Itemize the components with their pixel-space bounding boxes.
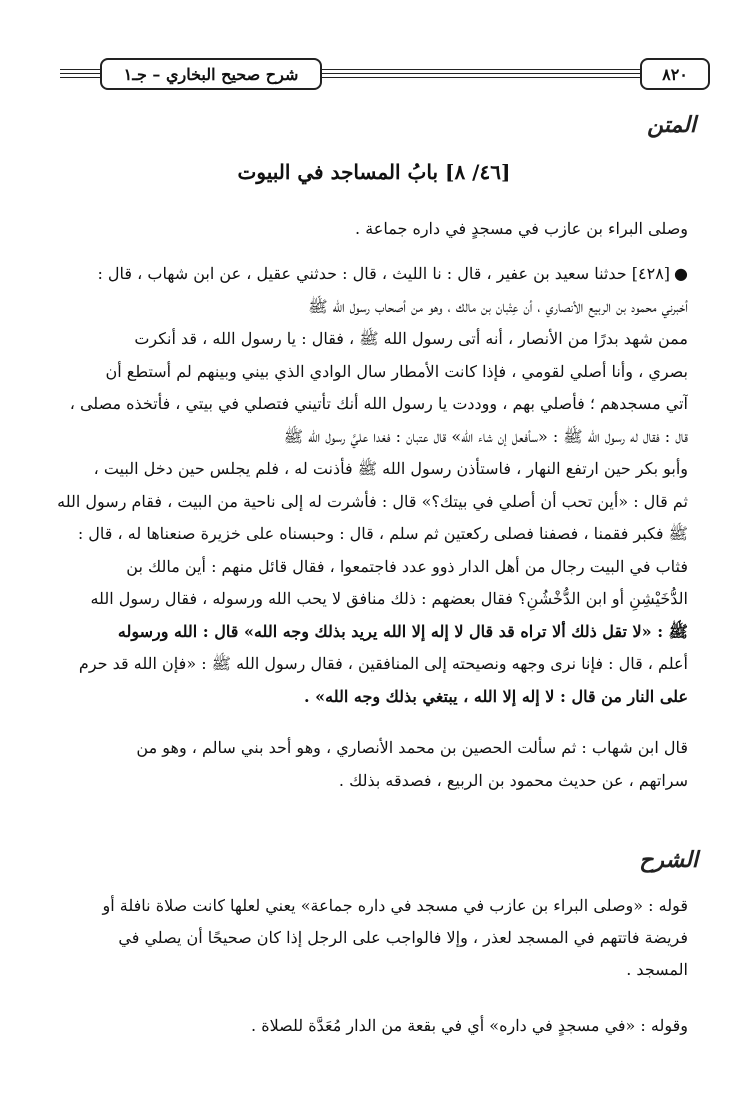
text-line: وأبو بكر حين ارتفع النهار ، فاستأذن رسول الله ﷺ فأذنت له ، فلم يجلس حين دخل البيت ، [93,459,688,478]
text-line: بصري ، وأنا أصلي لقومي ، فإذا كانت الأمطار سال الوادي الذي بيني وبينهم لم أستطع أن [105,361,688,381]
text-line: ●[٤٢٨] حدثنا سعيد بن عفير ، قال : نا الليث ، قال : حدثني عقيل ، عن ابن شهاب ، قال : [97,264,688,283]
page-header [60,52,710,92]
commentary-paragraph [38,890,688,986]
text-line: ﷺ : «لا تقل ذلك ألا تراه قد قال لا إله إلا الله يريد بذلك وجه الله» قال : الله ورسوله [117,621,688,641]
running-title: شرح صحيح البخاري – جـ١ [100,58,322,90]
text-line: قال ابن شهاب : ثم سألت الحصين بن محمد الأنصاري ، وهو أحد بني سالم ، وهو من [136,738,688,757]
text-line: ممن شهد بدرًا من الأنصار ، أنه أتى رسول الله ﷺ ، فقال : يا رسول الله ، قد أنكرت [134,329,688,348]
matn-section-mark: المتن [647,112,696,138]
text-line: على النار من قال : لا إله إلا الله ، يبتغي بذلك وجه الله» . [303,686,688,706]
text-line: أعلم ، قال : فإنا نرى وجهه ونصيحته إلى المنافقين ، فقال رسول الله ﷺ : «فإن الله قد حرم [78,654,688,673]
text-line: الدُّخَيْشِنِ أو ابن الدُّخْشُنِ؟ فقال بعضهم : ذلك منافق لا يحب الله ورسوله ، فقال رسول الله [90,589,688,608]
chapter-heading: [٤٦/ ٨] بابُ المساجد في البيوت [237,160,511,184]
hadith-text [38,258,688,713]
text-line: وقوله : «في مسجدٍ في داره» أي في بقعة من الدار مُعَدَّة للصلاة . [251,1016,688,1035]
text-line: فريضة فاتتهم في المسجد لعذر ، وإلا فالواجب على الرجل إذا كان صحيحًا أن يصلي في [118,928,688,947]
sharh-section-mark: الشرح [639,847,698,873]
text-line: قال : فقال له رسول الله ﷺ : «سأفعل إن شاء الله» قال عتبان : فغدا عليَّ رسول الله ﷺ [283,426,688,446]
text-line: سراتهم ، عن حديث محمود بن الربيع ، فصدقه بذلك . [338,770,688,790]
text-line: وصلى البراء بن عازب في مسجدٍ في داره جماعة . [355,219,688,238]
text-line: أخبرني محمود بن الربيع الأنصاري ، أن عِتْبان بن مالك ، وهو من أصحاب رسول الله ﷺ [308,296,688,316]
text-line: فثاب في البيت رجال من أهل الدار ذوو عدد فاجتمعوا ، فقال قائل منهم : أين مالك بن [126,556,688,576]
bullet-marker: ● [674,264,688,283]
commentary-paragraph [38,1010,688,1043]
text-line: ﷺ فكبر فقمنا ، فصفنا فصلى ركعتين ثم سلم ، قال : وحبسناه على خزيرة صنعناها له ، قال : [77,524,688,543]
page-number: ٨٢٠ [640,58,710,90]
text-line: ثم قال : «أين تحب أن أصلي في بيتك؟» قال : فأشرت له إلى ناحية من البيت ، فقام رسول الله [57,491,688,511]
text-line: قوله : «وصلى البراء بن عازب في مسجد في داره جماعة» يعني لعلها كانت صلاة نافلة أو [102,896,688,915]
text-line: آتي مسجدهم ؛ فأصلي بهم ، ووددت يا رسول الله أنك تأتيني فتصلي في بيتي ، فأتخذه مصلى ، [69,394,688,413]
text-line: المسجد . [626,960,688,979]
intro-line [38,213,688,246]
ibn-shihab-note [38,732,688,797]
